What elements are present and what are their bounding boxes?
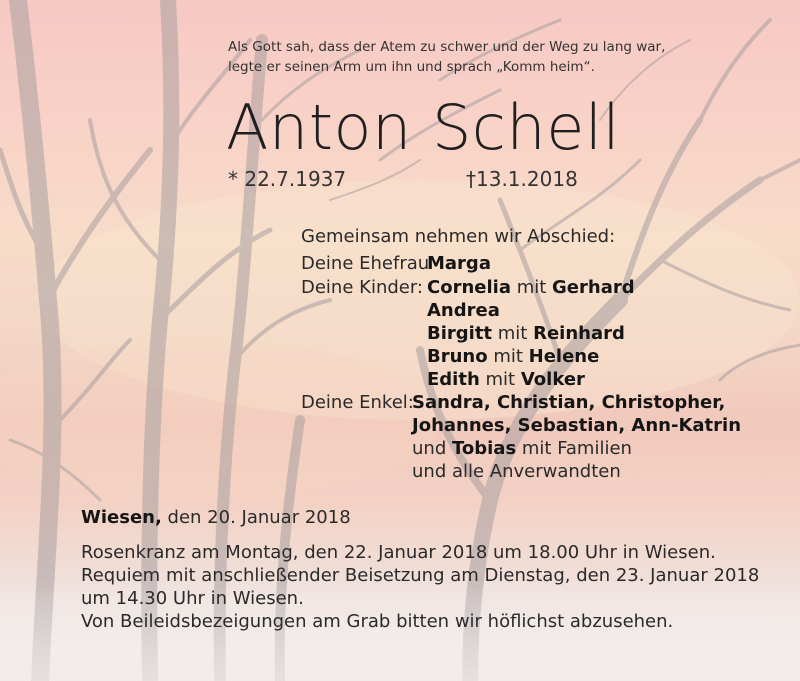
memorial-verse-line: legte er seinen Arm um ihn und sprach „Komm heim“. [228, 59, 595, 75]
relatives-line: und alle Anverwandten [412, 461, 621, 482]
child-entry: Cornelia mit Gerhard [427, 277, 635, 298]
death-date: †13.1.2018 [466, 167, 578, 191]
date: den 20. Januar 2018 [167, 507, 351, 528]
grandchildren-label: Deine Enkel: [301, 392, 414, 413]
grandchildren-line: Sandra, Christian, Christopher, [412, 392, 726, 413]
spouse-label: Deine Ehefrau [301, 253, 430, 274]
memorial-verse [228, 37, 665, 77]
child-entry: Edith mit Volker [427, 369, 585, 390]
memorial-verse-line: Als Gott sah, dass der Atem zu schwer und der Weg zu lang war, [228, 39, 666, 55]
service-detail-line: Requiem mit anschließender Beisetzung am Dienstag, den 23. Januar 2018 [81, 565, 760, 586]
place-date [81, 507, 351, 528]
service-detail-line: Von Beileidsbezeigungen am Grab bitten wir höflichst abzusehen. [81, 611, 674, 632]
service-details [81, 541, 759, 633]
service-detail-line: um 14.30 Uhr in Wiesen. [81, 588, 304, 609]
birth-date: * 22.7.1937 [228, 167, 347, 191]
spouse-name: Marga [427, 253, 491, 274]
grandchildren-line: und Tobias mit Familien [412, 438, 632, 459]
grandchildren-line: Johannes, Sebastian, Ann-Katrin [412, 415, 742, 436]
service-detail-line: Rosenkranz am Montag, den 22. Januar 2018 um 18.00 Uhr in Wiesen. [81, 542, 716, 563]
child-entry: Birgitt mit Reinhard [427, 323, 625, 344]
child-entry: Bruno mit Helene [427, 346, 600, 367]
place: Wiesen, [81, 507, 162, 528]
deceased-name: Anton Schell [226, 91, 621, 164]
child-entry: Andrea [427, 300, 500, 321]
children-label: Deine Kinder: [301, 277, 424, 298]
farewell-intro: Gemeinsam nehmen wir Abschied: [301, 226, 616, 247]
